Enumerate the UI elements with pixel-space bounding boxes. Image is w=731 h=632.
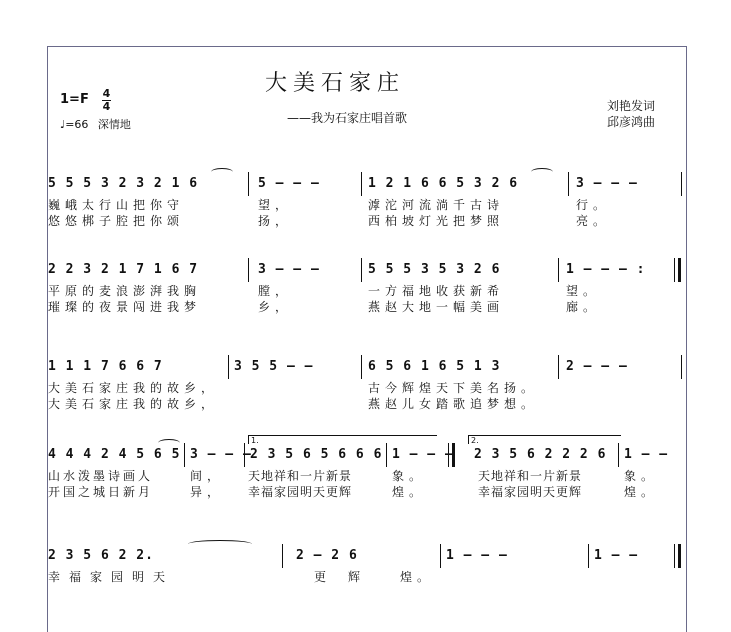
first-ending-bracket: 1. [248,435,437,444]
measure-notes: 1 1 1 7 6 6 7 [48,359,163,374]
expression-marking: 深情地 [97,118,131,131]
measure-notes: 5 – – – [258,176,320,191]
measure-notes: 6 5 6 1 6 5 1 3 [368,359,501,374]
measure-notes: 2 3 5 6 5 6 6 6 [250,447,383,462]
score-page [47,46,687,632]
lyric-line: 煌。 [624,485,659,499]
lyric-line: 象。 [392,469,427,483]
lyric-line: 扬， [258,214,293,228]
measure-notes: 5 5 5 3 5 3 2 6 [368,262,501,277]
measure-notes: 1 2 1 6 6 5 3 2 6 [368,176,519,191]
lyric-line: 天地祥和一片新景 [478,469,583,483]
measure-notes: 3 – – – [576,176,638,191]
key-signature: 1=F [60,92,89,107]
measure-notes: 3 5 5 – – [234,359,314,374]
lyric-line: 平原的麦浪澎湃我胸 [48,284,202,298]
time-signature [102,89,111,112]
measure-notes: 1 – – – : [566,262,646,277]
measure-notes: 1 – – [624,447,669,462]
measure-notes: 1 – – – [392,447,454,462]
lyric-line: 一方福地收获新希 [368,284,505,298]
song-title: 大美石家庄 [265,71,406,96]
measure-notes: 2 2 3 2 1 7 1 6 7 [48,262,199,277]
measure-notes: 3 – – – [258,262,320,277]
lyric-line: 巍峨太行山把你守 [48,198,185,212]
lyric-line: 行。 [576,198,611,212]
lyric-line: 幸福家园明天更辉 [248,485,353,499]
lyric-line: 燕赵儿女踏歌追梦想。 [368,397,539,411]
lyric-line: 古今辉煌天下美名扬。 [368,381,539,395]
lyric-line: 亮。 [576,214,611,228]
measure-notes: 5 5 5 3 2 3 2 1 6 [48,176,199,191]
lyric-line: 煌。 [400,570,435,584]
lyric-line: 象。 [624,469,659,483]
measure-notes: 4 4 4 2 4 5 6 5 [48,447,181,462]
lyric-line: 间， [190,469,225,483]
lyric-line: 山水泼墨诗画人 [48,469,154,483]
lyric-line: 璀璨的夜景闯进我梦 [48,300,202,314]
lyric-line: 大美石家庄我的故乡， [48,397,219,411]
lyric-line: 更辉 [314,570,383,584]
lyric-line: 悠悠梆子腔把你颂 [48,214,185,228]
measure-notes: 2 – – – [566,359,628,374]
lyric-line: 滹沱河流淌千古诗 [368,198,505,212]
lyric-line: 煌。 [392,485,427,499]
lyric-line: 燕赵大地一幅美画 [368,300,505,314]
time-denominator: 4 [102,100,111,113]
lyric-line: 异， [190,485,225,499]
measure-notes: 3 – – – [190,447,252,462]
lyric-line: 乡， [258,300,293,314]
measure-notes: 2 3 5 6 2 2 2 6 [474,447,607,462]
lyric-line: 廊。 [566,300,601,314]
lyric-line: 膛， [258,284,293,298]
tempo-value: ♩=66 [60,118,89,131]
lyric-line: 开国之城日新月 [48,485,154,499]
lyric-line: 望。 [566,284,601,298]
composer-credit: 邱彦鸿曲 [607,115,656,129]
measure-notes: 1 – – – [446,548,508,563]
measure-notes: 1 – – [594,548,639,563]
measure-notes: 2 3 5 6 2 2. [48,548,154,563]
lyric-line: 天地祥和一片新景 [248,469,353,483]
lyric-line: 幸福家园明天更辉 [478,485,583,499]
song-subtitle: ——我为石家庄唱首歌 [287,111,408,125]
time-numerator: 4 [102,87,111,100]
lyric-line: 西柏坡灯光把梦照 [368,214,505,228]
second-ending-bracket: 2. [468,435,621,444]
measure-notes: 2 – 2 6 [296,548,358,563]
tempo-marking [60,116,131,132]
lyricist-credit: 刘艳发词 [607,99,656,113]
lyric-line: 幸福家园明天 [48,570,175,584]
lyric-line: 望， [258,198,293,212]
lyric-line: 大美石家庄我的故乡， [48,381,219,395]
